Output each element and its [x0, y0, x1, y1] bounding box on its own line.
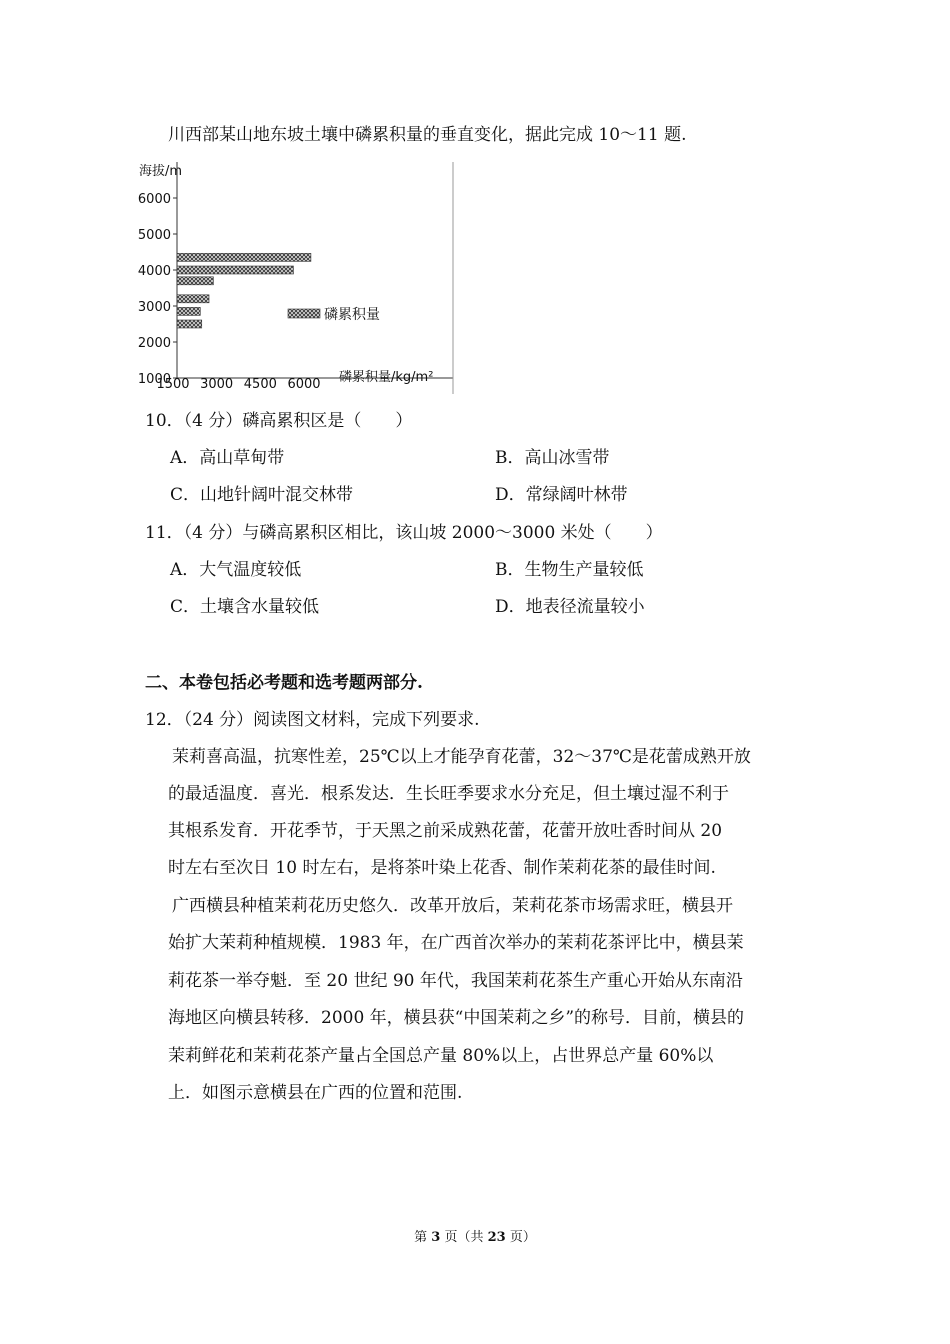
q10-option-c[interactable]: C．山地针阔叶混交林带	[170, 485, 354, 505]
q12-para1-line-4: 时左右至次日 10 时左右，是将茶叶染上花香、制作茉莉花茶的最佳时间.	[168, 858, 716, 878]
y-tick-label: 2000	[137, 336, 171, 351]
legend-swatch	[288, 309, 320, 318]
q12-stem: 12．（24 分）阅读图文材料，完成下列要求.	[145, 710, 480, 730]
section-2-heading: 二、本卷包括必考题和选考题两部分.	[145, 673, 423, 693]
footer-mid: 页（共	[440, 1230, 488, 1245]
q11-option-c[interactable]: C．土壤含水量较低	[170, 597, 320, 617]
bar-2	[177, 277, 213, 285]
q10-option-d[interactable]: D．常绿阔叶林带	[495, 485, 628, 505]
footer-page-number: 3	[431, 1230, 441, 1245]
q12-para1-line-1: 茉莉喜高温，抗寒性差，25℃以上才能孕育花蕾，32～37℃是花蕾成熟开放	[172, 747, 751, 767]
bar-0	[177, 253, 311, 261]
q10-stem: 10．（4 分）磷高累积区是（ ）	[145, 411, 413, 431]
bar-1	[177, 266, 293, 274]
footer-total-pages: 23	[487, 1230, 506, 1245]
footer-prefix: 第	[414, 1230, 432, 1245]
bar-3	[177, 295, 209, 303]
x-tick-label: 1500	[156, 377, 190, 392]
y-tick-label: 3000	[137, 300, 171, 315]
q11-stem: 11．（4 分）与磷高累积区相比，该山坡 2000～3000 米处（ ）	[145, 523, 663, 543]
footer-suffix: 页）	[505, 1230, 536, 1245]
x-axis-label: 磷累积量/kg/m²	[339, 370, 434, 385]
q11-option-a[interactable]: A．大气温度较低	[170, 560, 302, 580]
x-tick-label: 3000	[200, 377, 234, 392]
y-axis-label: 海拔/m	[139, 164, 183, 179]
q12-para1-line-2: 的最适温度．喜光．根系发达．生长旺季要求水分充足，但土壤过湿不利于	[168, 784, 729, 804]
x-tick-label: 6000	[287, 377, 321, 392]
q12-para2-line-1: 广西横县种植茉莉花历史悠久．改革开放后，茉莉花茶市场需求旺，横县开	[172, 896, 733, 916]
q11-option-b[interactable]: B．生物生产量较低	[495, 560, 644, 580]
q12-para2-line-4: 海地区向横县转移．2000 年，横县获“中国茉莉之乡”的称号．目前，横县的	[168, 1008, 745, 1028]
q10-option-a[interactable]: A．高山草甸带	[170, 448, 285, 468]
q12-para2-line-5: 茉莉鲜花和茉莉花茶产量占全国总产量 80%以上，占世界总产量 60%以	[168, 1046, 714, 1066]
bar-4	[177, 307, 200, 315]
page-footer	[0, 1229, 950, 1247]
intro-text: 川西部某山地东坡土壤中磷累积量的垂直变化，据此完成 10～11 题.	[168, 125, 687, 145]
q10-option-b[interactable]: B．高山冰雪带	[495, 448, 610, 468]
y-tick-label: 4000	[137, 264, 171, 279]
q12-para2-line-6: 上．如图示意横县在广西的位置和范围.	[168, 1083, 463, 1103]
q12-para2-line-3: 莉花茶一举夺魁．至 20 世纪 90 年代，我国茉莉花茶生产重心开始从东南沿	[168, 971, 743, 991]
q12-para2-line-2: 始扩大茉莉种植规模．1983 年，在广西首次举办的茉莉花茶评比中，横县茉	[168, 933, 744, 953]
bar-5	[177, 320, 202, 328]
q12-para1-line-3: 其根系发育．开花季节，于天黑之前采成熟花蕾，花蕾开放吐香时间从 20	[168, 821, 723, 841]
legend-label: 磷累积量	[324, 307, 380, 323]
y-tick-label: 1000	[137, 372, 171, 387]
y-tick-label: 6000	[137, 192, 171, 207]
q11-option-d[interactable]: D．地表径流量较小	[495, 597, 645, 617]
x-tick-label: 4500	[243, 377, 277, 392]
altitude-phosphorus-chart	[135, 158, 460, 396]
y-tick-label: 5000	[137, 228, 171, 243]
